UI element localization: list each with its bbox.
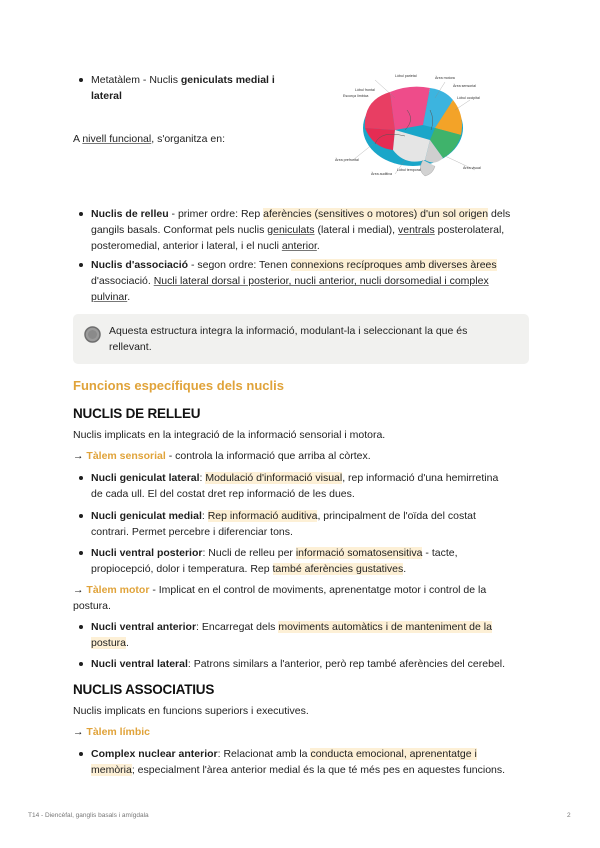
bullet-dot: [79, 551, 83, 555]
bullet-ventral-anterior: Nucli ventral anterior: Encarregat dels moviments automàtics i de manteniment de la postura.: [91, 621, 492, 649]
bullet-geniculat-lateral: Nucli geniculat lateral: Modulació d'informació visual, rep informació d'una hemirretina de cada ull. El del costat dret rep informació de les dues.: [91, 472, 499, 500]
callout-text: Aquesta estructura integra la informació, modulant-la i seleccionant la que és rellevant.: [109, 325, 468, 353]
bullet-metatalem: Metatàlem - Nuclis geniculats medial i lateral: [91, 74, 275, 102]
bullet-ventral-posterior: Nucli ventral posterior: Nucli de relleu per informació somatosensitiva - tacte, propiocepció, dolor i temperatura. Rep també aferències gustatives.: [91, 547, 458, 575]
bullet-dot: [79, 476, 83, 480]
figure-label: Lòbul occipital: [457, 96, 480, 100]
nivell-funcional-text: A nivell funcional, s'organitza en:: [73, 133, 226, 145]
bullet-dot: [79, 514, 83, 518]
figure-label: Àrea visual: [463, 166, 481, 170]
bullet-dot: [79, 752, 83, 756]
bullet-nuclis-relleu: Nuclis de relleu - primer ordre: Rep aferències (sensitives o motores) d'un sol origen dels gangils basals. Conformat pels nuclis geniculats (lateral i medial), ventrals posterolateral, posteromedial, anterior i lateral, i el nucli anterior.: [91, 208, 511, 252]
bullet-nuclis-associacio: Nuclis d'associació - segon ordre: Tenen connexions recíproques amb diverses àrees d'associació. Nucli lateral dorsal i posterior, nucli anterior, nucli dorsomedial i complex pulvinar.: [91, 259, 497, 303]
bullet-ventral-lateral: Nucli ventral lateral: Patrons similars a l'anterior, però rep també aferències del cerebel.: [91, 658, 506, 670]
figure-label: Escorça límbica: [343, 94, 369, 98]
circle-icon: [84, 326, 101, 343]
paragraph: Nuclis implicats en funcions superiors i executives.: [73, 705, 309, 717]
figure-label: Lòbul parietal: [395, 74, 417, 78]
bullet-dot: [79, 662, 83, 666]
subsection-heading: NUCLIS ASSOCIATIUS: [73, 682, 215, 697]
page-number: 2: [567, 812, 571, 819]
figure-label: Àrea motora: [435, 76, 455, 80]
figure-label: Àrea auditiva: [371, 172, 392, 176]
callout-box: [73, 314, 529, 364]
bullet-dot: [79, 78, 83, 82]
figure-label: Lòbul frontal: [355, 88, 375, 92]
figure-label: Àrea sensorial: [453, 84, 476, 88]
footer-title: T14 - Diencèfal, ganglis basals i amígdala: [28, 812, 149, 819]
bullet-dot: [79, 625, 83, 629]
bullet-geniculat-medial: Nucli geniculat medial: Rep informació auditiva, principalment de l'oïda del costat contrari. Permet percebre i diferenciar tons.: [91, 510, 476, 538]
figure-label: Lòbul temporal: [397, 168, 421, 172]
figure-label: Àrea prefrontal: [335, 158, 359, 162]
talem-motor-line: → Tàlem motor - Implicat en el control de moviments, aprenentatge motor i control de la postura.: [73, 584, 487, 612]
bullet-dot: [79, 212, 83, 216]
brain-figure: [335, 70, 495, 182]
talem-sensorial-line: → Tàlem sensorial - controla la informació que arriba al còrtex.: [73, 450, 371, 462]
section-heading: Funcions específiques dels nuclis: [73, 378, 284, 393]
paragraph: Nuclis implicats en la integració de la informació sensorial i motora.: [73, 429, 386, 441]
talem-limbic-line: → Tàlem límbic: [73, 726, 151, 738]
subsection-heading: NUCLIS DE RELLEU: [73, 406, 201, 421]
bullet-complex-nuclear-anterior: Complex nuclear anterior: Relacionat amb la conducta emocional, aprenentatge i memòria; especialment l'àrea anterior medial és la que té més pes en aquestes funcions.: [91, 748, 506, 776]
bullet-dot: [79, 263, 83, 267]
